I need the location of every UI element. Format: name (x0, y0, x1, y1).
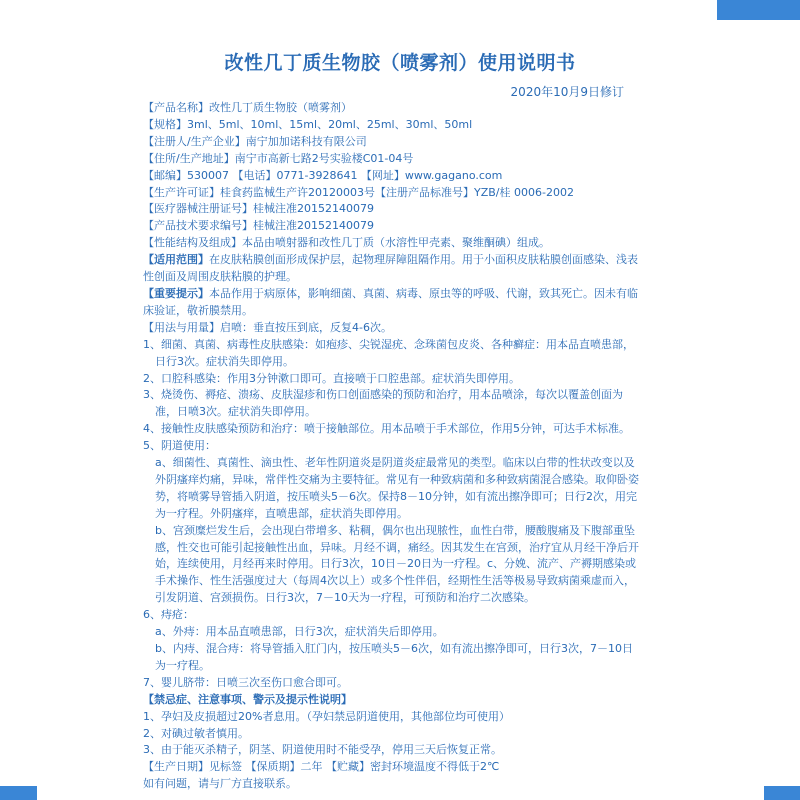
warning-item-2: 2、对碘过敏者慎用。 (143, 726, 249, 740)
contact-note: 如有问题，请与厂方直接联系。 (143, 777, 297, 791)
vaginal-use-a: a、细菌性、真菌性、滴虫性、老年性阴道炎是阴道炎症最常见的类型。临床以白带的性状改变以及外阴瘙痒灼痛，异味，常伴性交痛为主要特征。常见有一种致病菌和多种致病菌混合感染。取仰卧姿势，将喷雾导管插入阴道，按压喷头5－6次。保持8－10分钟，如有流出擦净即可；日行2次，用完为一疗程。外阴瘙痒，直喷患部，症状消失即停用。 (155, 456, 639, 520)
document-title: 改性几丁质生物胶（喷雾剂）使用说明书 (224, 52, 576, 74)
warning-item-1: 1、孕妇及皮损超过20%者息用。（孕妇禁忌阴道使用，其他部位均可使用） (143, 709, 510, 723)
registration-number: 【医疗器械注册证号】桂械注准20152140079 (143, 202, 374, 216)
usage-item-6: 6、痔疮： (143, 608, 194, 622)
vaginal-use-b: b、宫颈糜烂发生后，会出现白带增多、粘稠，偶尔也出现脓性，血性白带，腰酸腹痛及下腹部重坠感，性交也可能引起接触性出血，异味。月经不调，痛经。因其发生在宫颈，治疗宜从月经干净后开始，连续使用，月经再来时停用。日行3次，10日－20日为一疗程。c、分娩、流产、产褥期感染或手术操作、性生活强度过大（每周4次以上）或多个性伴侣，经期性生活等极易导致病菌乘虚而入，引发阴道、宫颈损伤。日行3次，7－10天为一疗程，可预防和治疗二次感染。 (155, 523, 639, 605)
scope-text: 在皮肤粘膜创面形成保护层，起物理屏障阻隔作用。用于小面积皮肤粘膜创面感染、浅表性创面及周围皮肤粘膜的护理。 (143, 253, 638, 284)
notice-section (143, 286, 643, 320)
notice-label: 【重要提示】 (143, 286, 209, 300)
usage-item-4: 4、接触性皮肤感染预防和治疗：喷于接触部位。用本品喷于手术部位，作用5分钟，可达手术标准。 (143, 422, 630, 436)
usage-item-2: 2、口腔科感染：作用3分钟漱口即可。直接喷于口腔患部。症状消失即停用。 (143, 371, 520, 385)
bottom-left-blue-bar (0, 786, 37, 800)
bottom-right-blue-bar (764, 786, 800, 800)
usage-heading: 【用法与用量】启喷：垂直按压到底，反复4-6次。 (143, 320, 392, 334)
instruction-body (143, 100, 643, 793)
scope-label: 【适用范围】 (143, 253, 209, 267)
production-license: 【生产许可证】桂食药监械生产许20120003号【注册产品标准号】YZB/桂 0006-2002 (143, 185, 574, 199)
usage-item-5: 5、阴道使用： (143, 439, 216, 453)
warning-item-3: 3、由于能灭杀精子，阴茎、阴道使用时不能受孕，停用三天后恢复正常。 (143, 743, 502, 757)
usage-item-7: 7、婴儿脐带：日喷三次至伤口愈合即可。 (143, 675, 348, 689)
product-name: 【产品名称】改性几丁质生物胶（喷雾剂） (143, 101, 352, 114)
specification: 【规格】3ml、5ml、10ml、15ml、20ml、25ml、30ml、50ml (143, 117, 473, 131)
production-storage: 【生产日期】见标签 【保质期】二年 【贮藏】密封环境温度不得低于2℃ (143, 760, 500, 774)
hemorrhoid-b: b、内痔、混合痔：将导管插入肛门内，按压喷头5－6次，如有流出擦净即可，日行3次，7－10日为一疗程。 (155, 642, 633, 672)
registrant: 【注册人/生产企业】南宁加加诺科技有限公司 (143, 134, 367, 148)
hemorrhoid-a: a、外痔：用本品直喷患部，日行3次，症状消失后即停用。 (155, 625, 444, 639)
composition: 【性能结构及组成】本品由喷射器和改性几丁质（水溶性甲壳素、聚维酮碘）组成。 (143, 236, 550, 250)
technical-requirement-number: 【产品技术要求编号】桂械注准20152140079 (143, 219, 374, 233)
address: 【住所/生产地址】南宁市高新七路2号实验楼C01-04号 (143, 151, 414, 165)
usage-item-3: 3、烧烫伤、褥疮、溃疡、皮肤湿疹和伤口创面感染的预防和治疗，用本品喷涂，每次以覆盖创面为准，日喷3次。症状消失即停用。 (143, 388, 623, 419)
notice-text: 本品作用于病原体，影响细菌、真菌、病毒、原虫等的呼吸、代谢，致其死亡。因未有临床验证，敬祈膜禁用。 (143, 286, 638, 317)
warnings-heading: 【禁忌症、注意事项、警示及提示性说明】 (143, 692, 352, 706)
top-right-blue-bar (717, 0, 800, 20)
usage-item-1: 1、细菌、真菌、病毒性皮肤感染：如疱疹、尖锐湿疣、念珠菌包皮炎、各种癣症：用本品直喷患部，日行3次。症状消失即停用。 (143, 337, 634, 368)
contact-info: 【邮编】530007 【电话】0771-3928641 【网址】www.gagano.com (143, 168, 503, 182)
revision-date: 2020年10月9日修订 (510, 85, 624, 99)
scope-section (143, 252, 643, 286)
